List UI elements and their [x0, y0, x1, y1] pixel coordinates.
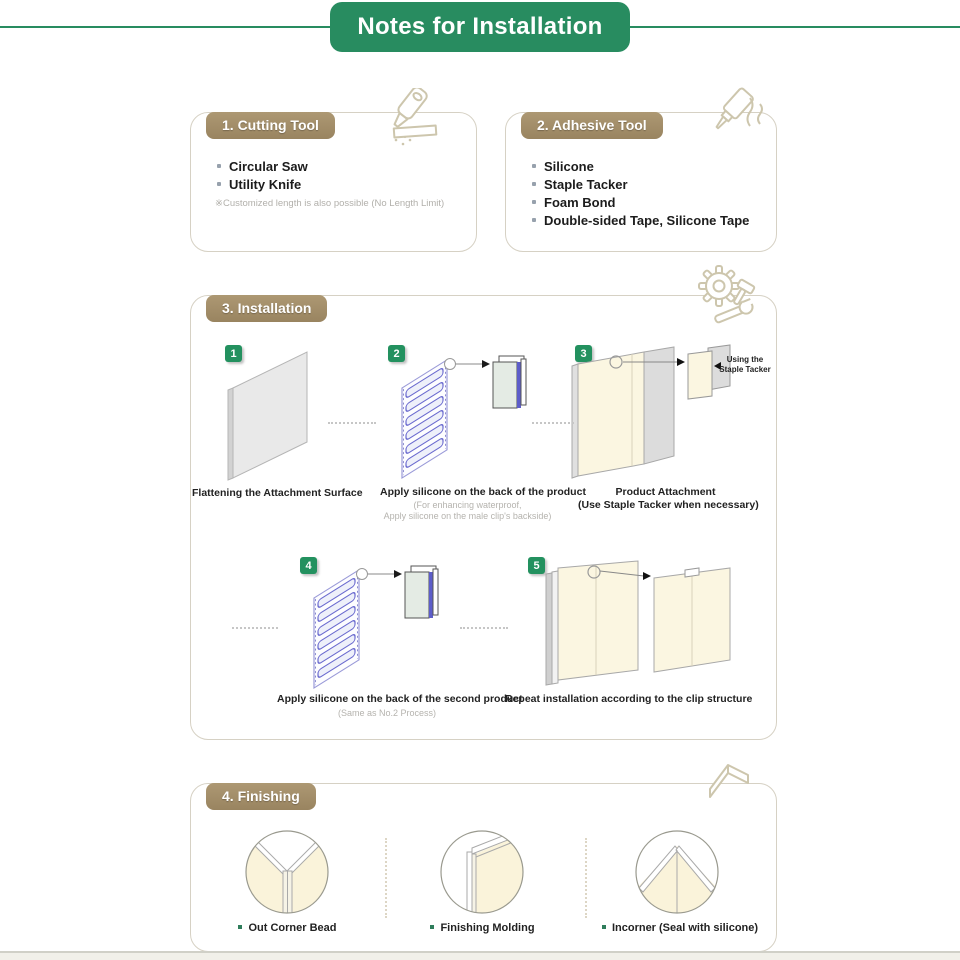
step-number: 3	[580, 347, 587, 360]
list-item	[532, 157, 749, 175]
bullet-icon	[217, 182, 221, 186]
cutting-tool-label-text: 1. Cutting Tool	[222, 117, 319, 133]
annotation-line: Using the	[726, 355, 764, 364]
out-corner-bead-diagram	[241, 826, 333, 918]
list-item	[532, 193, 749, 211]
list-item	[532, 175, 749, 193]
gear-wrench-icon	[692, 262, 764, 328]
bullet-icon	[532, 182, 536, 186]
list-item-text: Double-sided Tape, Silicone Tape	[544, 212, 750, 228]
step-subcaption: Apply silicone on the male clip's backside)	[383, 511, 552, 521]
adhesive-tool-label	[521, 112, 663, 139]
dotted-separator	[460, 627, 508, 629]
finishing-molding-diagram	[436, 826, 528, 918]
step-caption-line: Product Attachment	[615, 486, 716, 498]
finishing-item-label	[405, 922, 560, 934]
bullet-icon	[238, 925, 242, 929]
installation-label	[206, 295, 327, 322]
bullet-icon	[532, 164, 536, 168]
list-item-text: Silicone	[544, 158, 594, 174]
installation-label-text: 3. Installation	[222, 300, 312, 316]
dotted-separator	[232, 627, 278, 629]
step4-silicone-graphic	[284, 559, 449, 702]
cutting-tool-label	[206, 112, 335, 139]
list-item-text: Utility Knife	[229, 176, 302, 192]
annotation-line: Staple Tacker	[719, 365, 771, 374]
bottom-bar	[0, 951, 960, 960]
adhesive-tool-list	[532, 157, 749, 229]
step-caption: Flattening the Attachment Surface	[192, 487, 363, 499]
bullet-icon	[532, 218, 536, 222]
incorner-diagram	[631, 826, 723, 918]
staple-tacker-annotation	[714, 355, 776, 375]
dotted-separator	[585, 838, 587, 918]
step-caption: Apply silicone on the back of the second product	[277, 693, 523, 705]
dotted-separator	[385, 838, 387, 918]
finishing-item-text: Finishing Molding	[440, 922, 535, 934]
step-caption: Apply silicone on the back of the product	[380, 486, 586, 498]
step-number: 5	[533, 559, 540, 572]
glue-tube-icon	[698, 84, 768, 154]
list-item-text: Staple Tacker	[544, 176, 628, 192]
finishing-item-label	[210, 922, 365, 934]
cutting-note: ※Customized length is also possible (No Length Limit)	[215, 198, 445, 209]
finishing-item-text: Incorner (Seal with silicone)	[611, 922, 759, 934]
dotted-separator	[328, 422, 376, 424]
cutting-tool-list	[217, 157, 308, 193]
step-number: 2	[393, 347, 400, 360]
bullet-icon	[532, 200, 536, 204]
step-subcaption: (Same as No.2 Process)	[337, 708, 437, 718]
list-item	[532, 211, 749, 229]
page-title-banner	[330, 2, 630, 52]
finishing-label	[206, 783, 316, 810]
step-caption: Repeat installation according to the clip structure	[505, 693, 753, 705]
step5-repeat-graphic	[538, 556, 738, 696]
bullet-icon	[430, 925, 434, 929]
step-subcaption: (For enhancing waterproof,	[413, 500, 522, 510]
list-item-text: Foam Bond	[544, 194, 616, 210]
bullet-icon	[602, 925, 606, 929]
utility-knife-icon	[374, 88, 442, 152]
list-item	[217, 175, 308, 193]
finishing-item-label	[590, 922, 770, 934]
bullet-icon	[217, 164, 221, 168]
page-title: Notes for Installation	[357, 13, 603, 40]
list-item-text: Circular Saw	[229, 158, 308, 174]
step-number: 1	[230, 347, 237, 360]
finishing-label-text: 4. Finishing	[222, 788, 300, 804]
step-caption-line: (Use Staple Tacker when necessary)	[578, 499, 759, 511]
step2-silicone-graphic	[372, 352, 537, 492]
dotted-separator	[532, 422, 574, 424]
corner-molding-icon	[700, 757, 758, 813]
finishing-item-text: Out Corner Bead	[248, 922, 337, 934]
adhesive-tool-label-text: 2. Adhesive Tool	[537, 117, 647, 133]
step-number: 4	[305, 559, 312, 572]
step-caption	[578, 486, 759, 512]
list-item	[217, 157, 308, 175]
